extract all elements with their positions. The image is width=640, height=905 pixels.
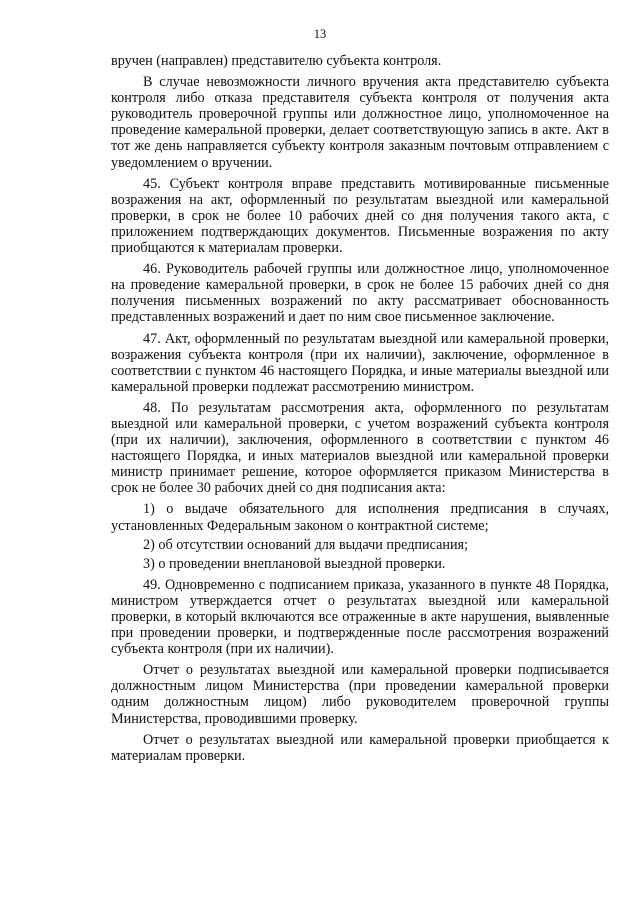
paragraph-48: 48. По результатам рассмотрения акта, оформленного по результатам выездной или камеральной проверки, с учетом возражений субъекта контроля (при их наличии), заключения, оформленного в соответствии с пунктом 46 настоящего Порядка, и иных материалов выездной или камеральной проверки министр принимает решение, которое оформляется приказом Министерства в срок не более 30 рабочих дней со дня подписания акта: xyxy=(111,399,609,497)
list-item-3: 3) о проведении внеплановой выездной проверки. xyxy=(143,555,446,572)
paragraph-45: 45. Субъект контроля вправе представить мотивированные письменные возражения на акт, оформленный по результатам выездной или камеральной проверки, в срок не более 10 рабочих дней со дня получения такого акта, с приложением подтверждающих документов. Письменные возражения по акту приобщаются к материалам проверки. xyxy=(111,175,609,257)
paragraph-47: 47. Акт, оформленный по результатам выездной или камеральной проверки, возражения субъекта контроля (при их наличии), заключение, оформленное в соответствии с пунктом 46 настоящего Порядка, и иные материалы выездной или камеральной проверки подлежат рассмотрению министром. xyxy=(111,330,609,395)
document-body xyxy=(111,53,609,769)
paragraph-delivery-refusal: В случае невозможности личного вручения акта представителю субъекта контроля либо отказа представителя субъекта контроля от получения акта руководитель проверочной группы или должностное лицо, уполномоченное на проведение камеральной проверки, делает соответствующую запись в акте. Акт в тот же день направляется субъекту контроля заказным почтовым отправлением с уведомлением о вручении. xyxy=(111,74,609,171)
list-item-2: 2) об отсутствии оснований для выдачи предписания; xyxy=(143,536,469,553)
list-item-1: 1) о выдаче обязательного для исполнения предписания в случаях, установленных Федеральным законом о контрактной системе; xyxy=(111,501,609,534)
paragraph-49: 49. Одновременно с подписанием приказа, указанного в пункте 48 Порядка, министром утверждается отчет о результатах выездной или камеральной проверки, в который включаются все отраженные в акте нарушения, выявленные при проведении проверки, и подтвержденные после рассмотрения возражений субъекта контроля (при их наличии). xyxy=(111,576,609,658)
paragraph-report-attachment: Отчет о результатах выездной или камеральной проверки приобщается к материалам проверки. xyxy=(111,731,609,764)
paragraph-46: 46. Руководитель рабочей группы или должностное лицо, уполномоченное на проведение камеральной проверки, в срок не более 15 рабочих дней со дня получения письменных возражений по акту рассматривает обоснованность представленных возражений и дает по ним свое письменное заключение. xyxy=(111,261,609,326)
page-number: 13 xyxy=(313,27,327,41)
paragraph-report-signing: Отчет о результатах выездной или камеральной проверки подписывается должностным лицом Министерства (при проведении камеральной проверки одним должностным лицом) либо руководителем проверочной группы Министерства, проводившими проверку. xyxy=(111,662,609,727)
paragraph-continuation: вручен (направлен) представителю субъекта контроля. xyxy=(111,53,442,69)
